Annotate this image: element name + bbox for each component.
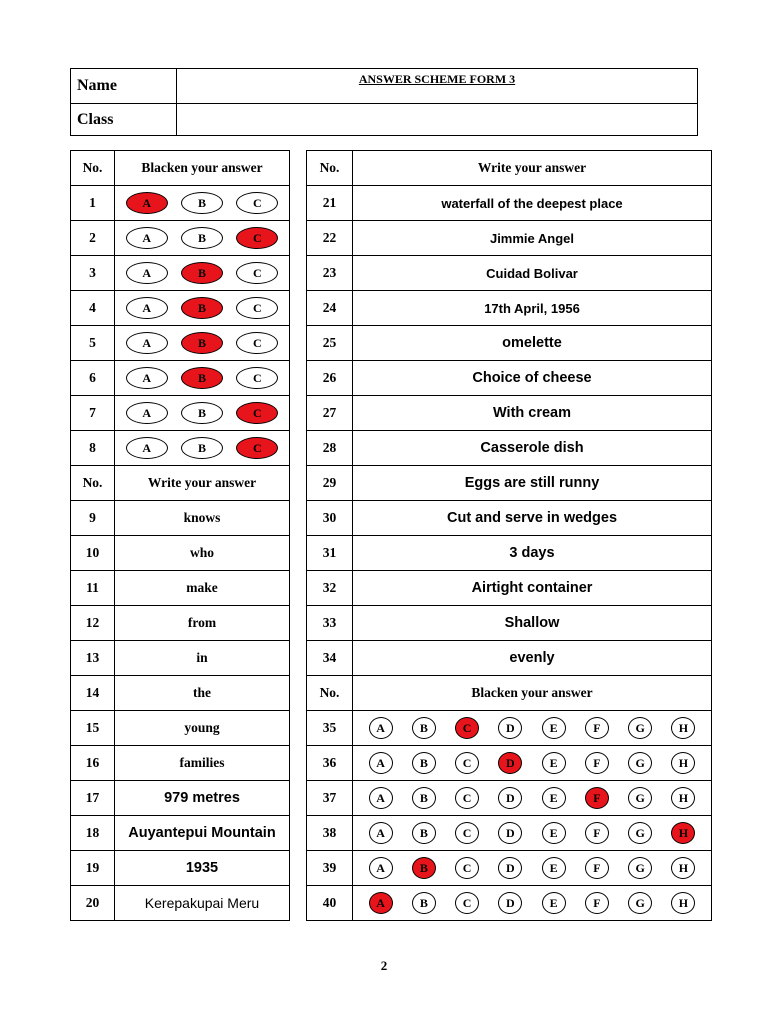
bubble-35-g[interactable]: G	[628, 717, 652, 739]
column-gap	[290, 606, 307, 641]
bubble-group-39	[353, 857, 711, 879]
bubble-35-d[interactable]: D	[498, 717, 522, 739]
table-row	[71, 711, 712, 746]
question-number: 23	[307, 256, 353, 291]
answer-text: Shallow	[353, 606, 712, 641]
column-gap	[290, 676, 307, 711]
bubble-2-c-filled[interactable]: C	[236, 227, 278, 249]
table-row	[71, 501, 712, 536]
bubble-39-c[interactable]: C	[455, 857, 479, 879]
bubble-35-c-filled[interactable]: C	[455, 717, 479, 739]
bubble-37-g[interactable]: G	[628, 787, 652, 809]
bubble-group-4	[115, 297, 289, 319]
answer-text: in	[115, 641, 290, 676]
table-row	[71, 641, 712, 676]
question-number: 2	[71, 221, 115, 256]
bubble-7-c-filled[interactable]: C	[236, 402, 278, 424]
column-gap	[290, 746, 307, 781]
bubble-40-b[interactable]: B	[412, 892, 436, 914]
answer-text: Cuidad Bolivar	[353, 256, 712, 291]
bubble-1-c[interactable]: C	[236, 192, 278, 214]
column-gap	[290, 816, 307, 851]
bubble-36-a[interactable]: A	[369, 752, 393, 774]
question-number: 37	[307, 781, 353, 816]
answer-text: 17th April, 1956	[353, 291, 712, 326]
table-row	[71, 781, 712, 816]
question-number: 24	[307, 291, 353, 326]
bubble-6-a[interactable]: A	[126, 367, 168, 389]
bubble-group-40	[353, 892, 711, 914]
column-gap	[290, 571, 307, 606]
question-number: 35	[307, 711, 353, 746]
bubble-38-g[interactable]: G	[628, 822, 652, 844]
bubble-40-g[interactable]: G	[628, 892, 652, 914]
bubble-40-e[interactable]: E	[542, 892, 566, 914]
bubble-7-a[interactable]: A	[126, 402, 168, 424]
table-row	[71, 221, 712, 256]
table-row	[71, 291, 712, 326]
question-number: 1	[71, 186, 115, 221]
bubble-39-b-filled[interactable]: B	[412, 857, 436, 879]
bubble-35-h[interactable]: H	[671, 717, 695, 739]
col-header-no: No.	[307, 676, 353, 711]
bubble-1-a-filled[interactable]: A	[126, 192, 168, 214]
question-number: 17	[71, 781, 115, 816]
bubble-38-h-filled[interactable]: H	[671, 822, 695, 844]
bubble-3-c[interactable]: C	[236, 262, 278, 284]
answer-text: who	[115, 536, 290, 571]
col-header-no: No.	[71, 466, 115, 501]
bubble-3-b-filled[interactable]: B	[181, 262, 223, 284]
bubble-3-a[interactable]: A	[126, 262, 168, 284]
column-gap	[290, 641, 307, 676]
col-header-blacken: Blacken your answer	[115, 151, 290, 186]
bubble-group-7	[115, 402, 289, 424]
answer-text: Casserole dish	[353, 431, 712, 466]
table-row	[71, 396, 712, 431]
question-number: 22	[307, 221, 353, 256]
question-number: 14	[71, 676, 115, 711]
answer-text: Jimmie Angel	[353, 221, 712, 256]
col-header-no: No.	[307, 151, 353, 186]
bubble-39-h[interactable]: H	[671, 857, 695, 879]
bubble-38-f[interactable]: F	[585, 822, 609, 844]
bubble-group-37	[353, 787, 711, 809]
column-gap	[290, 711, 307, 746]
answer-text: evenly	[353, 641, 712, 676]
bubble-8-a[interactable]: A	[126, 437, 168, 459]
answer-text: Airtight container	[353, 571, 712, 606]
answer-text: waterfall of the deepest place	[353, 186, 712, 221]
class-label: Class	[71, 104, 177, 136]
column-gap	[290, 151, 307, 186]
table-row	[71, 571, 712, 606]
table-row	[71, 361, 712, 396]
answer-text: families	[115, 746, 290, 781]
bubble-37-e[interactable]: E	[542, 787, 566, 809]
table-row	[71, 851, 712, 886]
bubble-37-b[interactable]: B	[412, 787, 436, 809]
bubble-40-h[interactable]: H	[671, 892, 695, 914]
question-number: 32	[307, 571, 353, 606]
bubble-37-a[interactable]: A	[369, 787, 393, 809]
bubble-2-a[interactable]: A	[126, 227, 168, 249]
question-number: 36	[307, 746, 353, 781]
bubble-40-c[interactable]: C	[455, 892, 479, 914]
table-row	[71, 606, 712, 641]
bubble-6-c[interactable]: C	[236, 367, 278, 389]
bubble-36-f[interactable]: F	[585, 752, 609, 774]
answer-text: from	[115, 606, 290, 641]
question-number: 27	[307, 396, 353, 431]
column-gap	[290, 291, 307, 326]
bubble-group-38	[353, 822, 711, 844]
question-number: 34	[307, 641, 353, 676]
table-row	[71, 326, 712, 361]
table-row	[71, 746, 712, 781]
bubble-35-b[interactable]: B	[412, 717, 436, 739]
bubble-37-h[interactable]: H	[671, 787, 695, 809]
answer-text: Choice of cheese	[353, 361, 712, 396]
column-gap	[290, 326, 307, 361]
question-number: 20	[71, 886, 115, 921]
question-number: 18	[71, 816, 115, 851]
question-number: 8	[71, 431, 115, 466]
table-row	[71, 676, 712, 711]
column-gap	[290, 396, 307, 431]
question-number: 25	[307, 326, 353, 361]
bubble-4-b-filled[interactable]: B	[181, 297, 223, 319]
bubble-group-8	[115, 437, 289, 459]
bubble-group-6	[115, 367, 289, 389]
column-gap	[290, 886, 307, 921]
bubble-4-c[interactable]: C	[236, 297, 278, 319]
question-number: 38	[307, 816, 353, 851]
table-row	[71, 151, 712, 186]
bubble-8-b[interactable]: B	[181, 437, 223, 459]
question-number: 10	[71, 536, 115, 571]
question-number: 15	[71, 711, 115, 746]
answer-text: Auyantepui Mountain	[115, 816, 290, 851]
header-table	[70, 68, 698, 136]
column-gap	[290, 256, 307, 291]
bubble-38-d[interactable]: D	[498, 822, 522, 844]
bubble-37-f-filled[interactable]: F	[585, 787, 609, 809]
answer-text: omelette	[353, 326, 712, 361]
bubble-37-d[interactable]: D	[498, 787, 522, 809]
answer-text: the	[115, 676, 290, 711]
bubble-group-1	[115, 192, 289, 214]
bubble-40-d[interactable]: D	[498, 892, 522, 914]
question-number: 26	[307, 361, 353, 396]
question-number: 19	[71, 851, 115, 886]
bubble-39-g[interactable]: G	[628, 857, 652, 879]
question-number: 7	[71, 396, 115, 431]
column-gap	[290, 221, 307, 256]
bubble-5-b-filled[interactable]: B	[181, 332, 223, 354]
table-row	[71, 256, 712, 291]
bubble-37-c[interactable]: C	[455, 787, 479, 809]
bubble-5-c[interactable]: C	[236, 332, 278, 354]
bubble-group-5	[115, 332, 289, 354]
table-row	[71, 186, 712, 221]
column-gap	[290, 781, 307, 816]
bubble-39-d[interactable]: D	[498, 857, 522, 879]
bubble-1-b[interactable]: B	[181, 192, 223, 214]
col-header-write: Write your answer	[115, 466, 290, 501]
bubble-36-c[interactable]: C	[455, 752, 479, 774]
table-row	[71, 816, 712, 851]
bubble-35-a[interactable]: A	[369, 717, 393, 739]
question-number: 33	[307, 606, 353, 641]
column-gap	[290, 186, 307, 221]
question-number: 13	[71, 641, 115, 676]
bubble-2-b[interactable]: B	[181, 227, 223, 249]
answer-text: make	[115, 571, 290, 606]
bubble-36-h[interactable]: H	[671, 752, 695, 774]
bubble-5-a[interactable]: A	[126, 332, 168, 354]
sheet-title: ANSWER SCHEME FORM 3	[177, 69, 698, 104]
answer-text: young	[115, 711, 290, 746]
question-number: 39	[307, 851, 353, 886]
question-number: 11	[71, 571, 115, 606]
answer-table	[70, 150, 712, 921]
question-number: 5	[71, 326, 115, 361]
bubble-6-b-filled[interactable]: B	[181, 367, 223, 389]
table-row	[71, 431, 712, 466]
page-number: 2	[380, 958, 388, 973]
col-header-write: Write your answer	[353, 151, 712, 186]
bubble-39-e[interactable]: E	[542, 857, 566, 879]
bubble-group-35	[353, 717, 711, 739]
name-label: Name	[71, 69, 177, 104]
table-row	[71, 536, 712, 571]
bubble-group-3	[115, 262, 289, 284]
bubble-36-d-filled[interactable]: D	[498, 752, 522, 774]
question-number: 28	[307, 431, 353, 466]
question-number: 31	[307, 536, 353, 571]
column-gap	[290, 466, 307, 501]
bubble-4-a[interactable]: A	[126, 297, 168, 319]
bubble-group-36	[353, 752, 711, 774]
table-row	[71, 466, 712, 501]
question-number: 6	[71, 361, 115, 396]
answer-text: Eggs are still runny	[353, 466, 712, 501]
question-number: 16	[71, 746, 115, 781]
question-number: 21	[307, 186, 353, 221]
question-number: 12	[71, 606, 115, 641]
bubble-40-a-filled[interactable]: A	[369, 892, 393, 914]
bubble-35-f[interactable]: F	[585, 717, 609, 739]
question-number: 40	[307, 886, 353, 921]
answer-text: Kerepakupai Meru	[115, 886, 290, 921]
column-gap	[290, 431, 307, 466]
bubble-group-2	[115, 227, 289, 249]
question-number: 30	[307, 501, 353, 536]
column-gap	[290, 361, 307, 396]
answer-text: knows	[115, 501, 290, 536]
answer-text: Cut and serve in wedges	[353, 501, 712, 536]
answer-text: With cream	[353, 396, 712, 431]
answer-text: 979 metres	[115, 781, 290, 816]
col-header-blacken: Blacken your answer	[353, 676, 712, 711]
bubble-38-c[interactable]: C	[455, 822, 479, 844]
column-gap	[290, 536, 307, 571]
bubble-8-c-filled[interactable]: C	[236, 437, 278, 459]
question-number: 4	[71, 291, 115, 326]
column-gap	[290, 851, 307, 886]
question-number: 29	[307, 466, 353, 501]
question-number: 9	[71, 501, 115, 536]
column-gap	[290, 501, 307, 536]
bubble-35-e[interactable]: E	[542, 717, 566, 739]
bubble-36-b[interactable]: B	[412, 752, 436, 774]
answer-text: 3 days	[353, 536, 712, 571]
bubble-36-g[interactable]: G	[628, 752, 652, 774]
col-header-no: No.	[71, 151, 115, 186]
answer-text: 1935	[115, 851, 290, 886]
bubble-38-a[interactable]: A	[369, 822, 393, 844]
bubble-7-b[interactable]: B	[181, 402, 223, 424]
bubble-40-f[interactable]: F	[585, 892, 609, 914]
question-number: 3	[71, 256, 115, 291]
bubble-36-e[interactable]: E	[542, 752, 566, 774]
bubble-38-e[interactable]: E	[542, 822, 566, 844]
bubble-38-b[interactable]: B	[412, 822, 436, 844]
table-row	[71, 886, 712, 921]
bubble-39-a[interactable]: A	[369, 857, 393, 879]
class-field[interactable]	[177, 104, 698, 136]
bubble-39-f[interactable]: F	[585, 857, 609, 879]
